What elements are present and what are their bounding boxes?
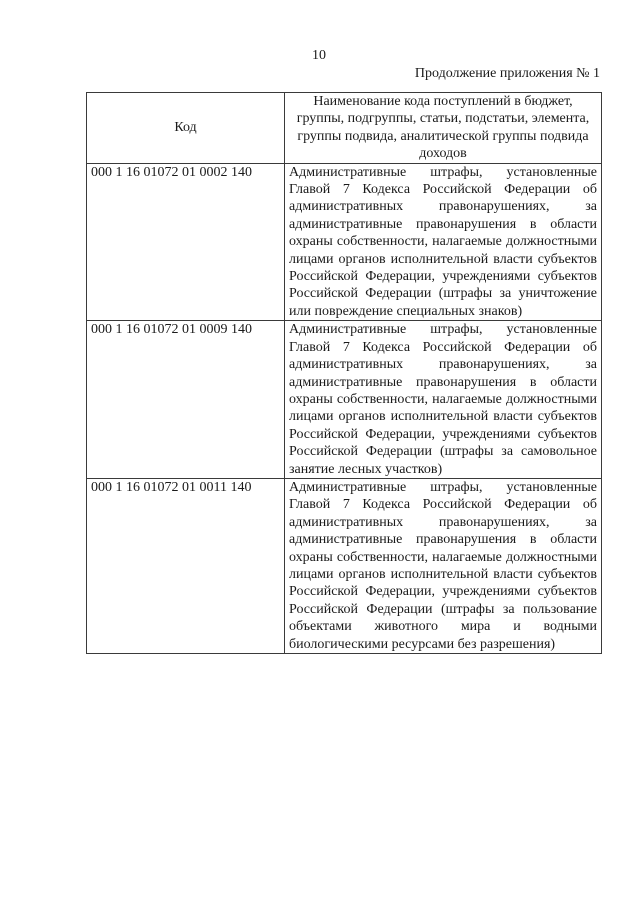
- appendix-continuation-label: Продолжение приложения № 1: [414, 66, 600, 81]
- page-number: 10: [312, 48, 326, 63]
- row-code: 000 1 16 01072 01 0002 140: [87, 163, 285, 321]
- row-description: Административные штрафы, установленные Главой 7 Кодекса Российской Федерации об административных правонарушениях, за административные правонарушения в области охраны собственности, налагаемые должностными лицами органов исполнительной власти субъектов Российской Федерации, учреждениями субъектов Российской Федерации (штрафы за уничтожение или повреждение специальных знаков): [285, 163, 602, 321]
- row-description: Административные штрафы, установленные Главой 7 Кодекса Российской Федерации об административных правонарушениях, за административные правонарушения в области охраны собственности, налагаемые должностными лицами органов исполнительной власти субъектов Российской Федерации, учреждениями субъектов Российской Федерации (штрафы за пользование объектами животного мира и водными биологическими ресурсами без разрешения): [285, 478, 602, 653]
- row-code: 000 1 16 01072 01 0009 140: [87, 321, 285, 479]
- table-header-row: [87, 93, 602, 164]
- revenue-codes-table: [86, 92, 602, 654]
- row-description: Административные штрафы, установленные Главой 7 Кодекса Российской Федерации об административных правонарушениях, за административные правонарушения в области охраны собственности, налагаемые должностными лицами органов исполнительной власти субъектов Российской Федерации, учреждениями субъектов Российской Федерации (штрафы за самовольное занятие лесных участков): [285, 321, 602, 479]
- header-code: Код: [87, 93, 285, 164]
- table-row: [87, 321, 602, 479]
- table-row: [87, 478, 602, 653]
- table-row: [87, 163, 602, 321]
- header-name: Наименование кода поступлений в бюджет, группы, подгруппы, статьи, подстатьи, элемента, группы подвида, аналитической группы подвида доходов: [285, 93, 602, 164]
- row-code: 000 1 16 01072 01 0011 140: [87, 478, 285, 653]
